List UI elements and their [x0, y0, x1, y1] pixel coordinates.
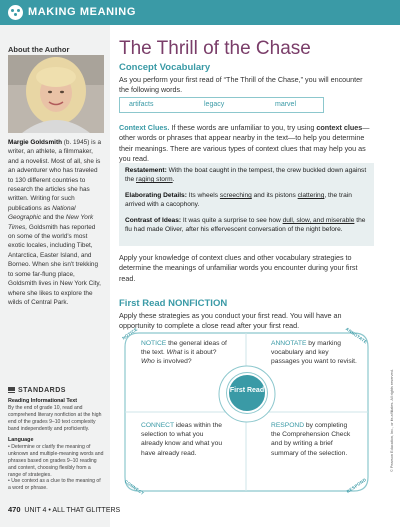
- corner-connect: CONNECT: [123, 478, 146, 497]
- vocab-word-box: [119, 97, 324, 113]
- vocab-word: legacy: [204, 101, 225, 108]
- first-read-cycle: [119, 327, 374, 497]
- vocab-word: marvel: [275, 101, 297, 108]
- author-bio: Margie Goldsmith (b. 1945) is a writer, an athlete, a filmmaker, and a novelist. Most of all, she is an adventurer who has traveled to 130 different countries to research the articles she has written. Writing for such publications as National Geographic and the New York Times, Goldsmith has reported on some of the world's most exotic locales, including Tibet, Antarctica, Easter Island, and Borneo. When she isn't trekking to some far-flung place, Goldsmith lives in New York City, where she likes to explore the wilds of Central Park.: [8, 139, 102, 306]
- apply-paragraph: Apply your knowledge of context clues and other vocabulary strategies to determine the meanings of unfamiliar words you encounter during your first read.: [119, 253, 358, 283]
- author-name: Margie Goldsmith: [8, 139, 62, 146]
- vocab-word: artifacts: [129, 101, 154, 108]
- section-banner: [0, 0, 400, 25]
- page-title: The Thrill of the Chase: [119, 38, 311, 59]
- context-clues-label: Context Clues.: [119, 123, 170, 132]
- group-icon: [8, 5, 23, 20]
- context-clues-paragraph: Context Clues. If these words are unfamiliar to you, try using context clues—other words or phrases that appear nearby in the text—to help you determine their meanings. There are various types of context clues that may help you as you read.: [119, 123, 370, 164]
- unit-label: UNIT 4 • ALL THAT GLITTERS: [24, 507, 121, 514]
- corner-notice: NOTICE: [121, 326, 139, 341]
- standards-heading: STANDARDS: [18, 387, 66, 394]
- connect-step: CONNECT ideas within the selection to what you already know and what you have already read.: [141, 422, 223, 457]
- author-photo: [8, 55, 104, 133]
- first-read-intro: Apply these strategies as you conduct your first read. You will have an opportunity to complete a close read after your first read.: [119, 311, 342, 331]
- page-number: 470: [8, 505, 21, 514]
- about-author-heading: About the Author: [8, 45, 70, 54]
- standard-reading: Reading Informational Text By the end of grade 10, read and comprehend literary nonfiction at the high end of the grades 9–10 text complexity band independently and proficiently.: [8, 398, 102, 432]
- vocab-intro: As you perform your first read of “The Thrill of the Chase,” you will encounter the following words.: [119, 75, 363, 95]
- standards-icon: [8, 387, 15, 393]
- respond-step: RESPOND by completing the Comprehension Check and by writing a brief summary of the selection.: [271, 422, 351, 457]
- context-clue-examples: [119, 163, 374, 246]
- page-footer: [8, 505, 120, 514]
- first-read-hub: First Read: [227, 373, 267, 413]
- concept-vocabulary-heading: Concept Vocabulary: [119, 62, 211, 73]
- clue-restatement: Restatement: With the boat caught in the tempest, the crew buckled down against the raging storm.: [125, 167, 367, 184]
- corner-annotate: ANNOTATE: [344, 326, 369, 345]
- first-read-heading: First Read NONFICTION: [119, 298, 228, 309]
- annotate-step: ANNOTATE by marking vocabulary and key passages you want to revisit.: [271, 340, 357, 366]
- banner-title: MAKING MEANING: [28, 6, 137, 18]
- copyright-credit: © Pearson Education, Inc., or its affiliates. All rights reserved.: [390, 369, 394, 472]
- clue-contrast: Contrast of Ideas: It was quite a surprise to see how dull, slow, and miserable the flu had made Oliver, after his effervescent conversation of the night before.: [125, 217, 366, 234]
- notice-step: NOTICE the general ideas of the text. What is it about? Who is involved?: [141, 340, 227, 366]
- standard-language: Language • Determine or clarify the meaning of unknown and multiple-meaning words and phrases based on grades 9–10 reading and content, choosing flexibly from a range of strategies. • Use context as a clue to the meaning of a word or phrase.: [8, 437, 104, 492]
- clue-elaborating: Elaborating Details: Its wheels screeching and its pistons clattering, the train arrived with a cacophony.: [125, 192, 352, 209]
- corner-respond: RESPOND: [345, 476, 368, 495]
